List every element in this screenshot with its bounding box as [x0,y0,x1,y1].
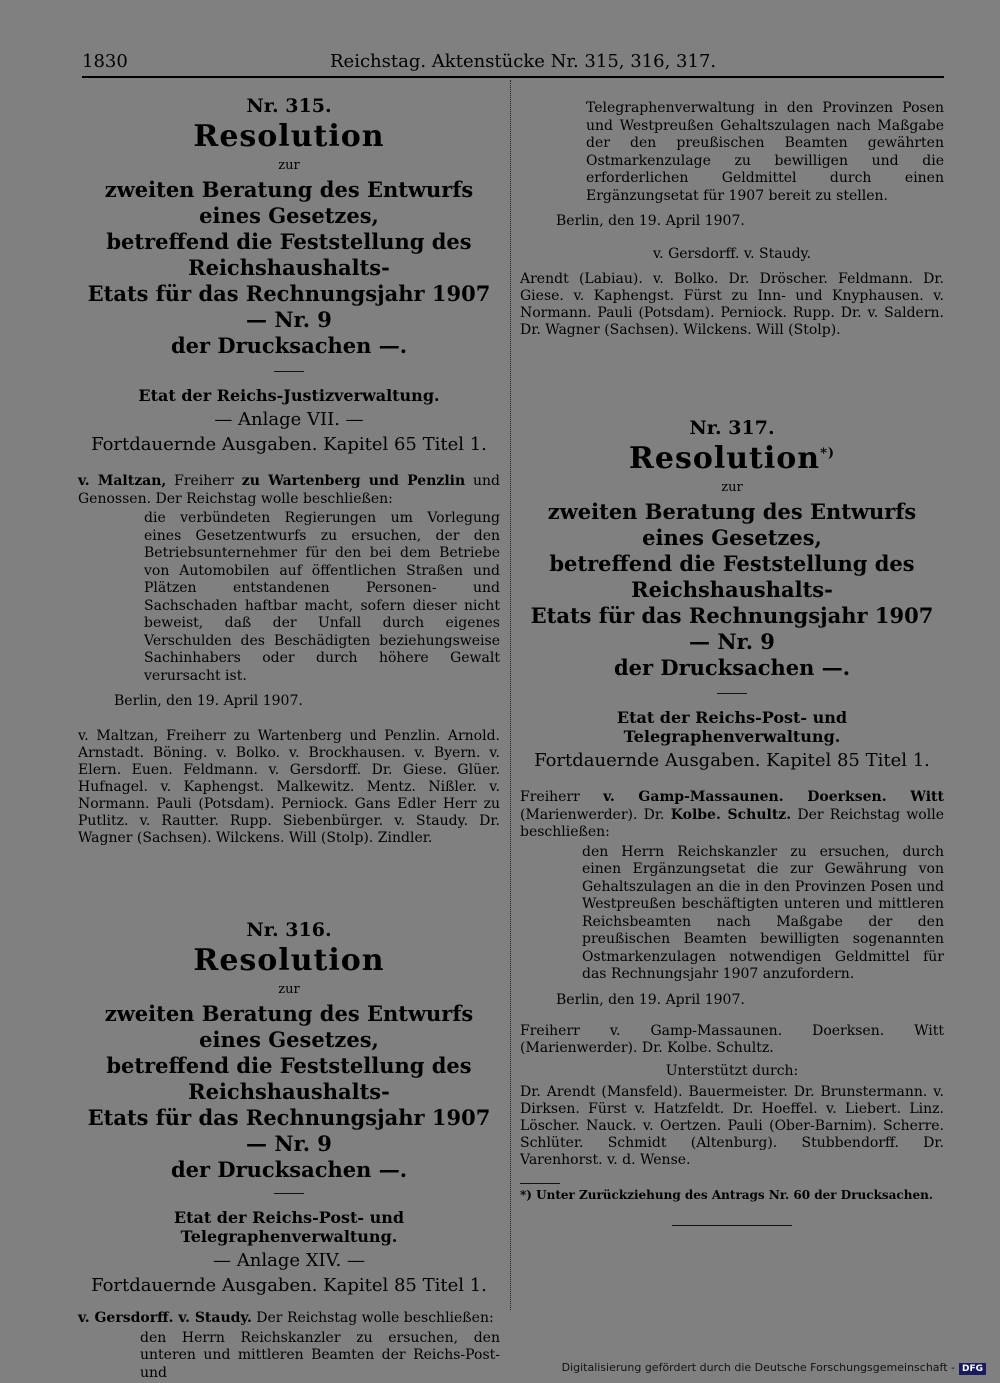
fortdauernde-label: Fortdauernde Ausgaben. Kapitel 85 Titel 1. [91,1275,487,1296]
title-line: Etats für das Rechnungsjahr 1907 — Nr. 9 [87,1105,491,1156]
mover-rest: und Genossen. Der Reichstag wolle beschließen: [78,473,500,507]
anlage-label: — Anlage XIV. — [213,1250,365,1271]
resolution-heading: Resolution [628,441,821,476]
resolution-title [78,177,500,359]
mover-rest: Der Reichstag wolle beschließen: [251,1310,494,1326]
resolution-315 [78,95,500,847]
title-line: zweiten Beratung des Entwurfs eines Gesetzes, [547,499,917,550]
resolution-title [78,1001,500,1183]
title-line: Etats für das Rechnungsjahr 1907 — Nr. 9 [87,281,491,332]
mover-line [78,1310,500,1328]
motion-text-continued: Telegraphenverwaltung in den Provinzen Posen und Westpreußen Gehaltszulagen nach Maßgabe der den preußischen Beamten gewährten Ostmarkenzulage zu bewilligen und die erforderlichen Geldmittel durch einen Ergänzungsetat für 1907 bereit zu stellen. [586,100,944,204]
resolution-heading: Resolution [193,119,385,154]
mover-name-2: Kolbe. Schultz. [670,806,792,823]
mover-line [520,789,944,842]
page-number: 1830 [82,51,128,72]
mover-line [78,473,500,508]
title-line: der Drucksachen —. [170,1157,408,1182]
resolution-316-continued [520,100,944,339]
mover-name: v. Maltzan, [78,473,167,489]
footnote-marker: *) [820,446,836,461]
fortdauernde-label: Fortdauernde Ausgaben. Kapitel 85 Titel 1. [534,750,930,771]
dfg-logo: DFG [959,1363,986,1375]
signatories: v. Maltzan, Freiherr zu Wartenberg und Penzlin. Arnold. Arnstadt. Böning. v. Bolko. v. Brockhausen. v. Byern. v. Elern. Euen. Feldmann. v. Gersdorff. Dr. Giese. Glüer. Hufnagel. v. Kaphengst. Malkewitz. Mentz. Nißler. v. Normann. Pauli (Potsdam). Perniock. Gans Edler Herr zu Putlitz. v. Rautter. Rupp. Siebenbürger. v. Staudy. Dr. Wagner (Sachsen). Wilckens. Will (Stolp). Zindler. [78,728,500,846]
etat-heading: Etat der Reichs-Justizverwaltung. [138,386,440,405]
short-rule [274,1193,304,1194]
supporters: Dr. Arendt (Mansfeld). Bauermeister. Dr. Brunstermann. v. Dirksen. Fürst v. Hatzfeldt. Dr. Hoeffel. v. Liebert. Linz. Löscher. Nauck. v. Oertzen. Pauli (Ober-Barnim). Scherre. Schlüter. Schmidt (Altenburg). Stubbendorff. Dr. Varenhorst. v. d. Wense. [520,1083,944,1168]
right-column [520,100,944,1226]
resolution-zur: zur [721,480,743,495]
fortdauernde-label: Fortdauernde Ausgaben. Kapitel 65 Titel 1. [91,434,487,455]
resolution-heading: Resolution [193,943,385,978]
header-rule [82,76,944,78]
resolution-317 [520,417,944,1226]
footnote-rule [520,1183,560,1184]
running-title: Reichstag. Aktenstücke Nr. 315, 316, 317. [330,51,717,72]
mover-name: v. Gersdorff. v. Staudy. [78,1310,252,1326]
short-rule [274,371,304,372]
footnote: *) Unter Zurückziehung des Antrags Nr. 60 der Drucksachen. [520,1187,933,1202]
date-line: Berlin, den 19. April 1907. [556,213,745,229]
footer [562,1361,986,1375]
signatories: Arendt (Labiau). v. Bolko. Dr. Dröscher. Feldmann. Dr. Giese. v. Kaphengst. Fürst zu Inn- und Knyphausen. v. Normann. Pauli (Potsdam). Perniock. Rupp. Dr. v. Saldern. Dr. Wagner (Sachsen). Wilckens. Will (Stolp). [520,271,944,338]
resolution-zur: zur [278,158,300,173]
footer-text: Digitalisierung gefördert durch die Deutsche Forschungsgemeinschaft - [561,1361,955,1374]
anlage-label: — Anlage VII. — [214,409,364,430]
movers-signature: Freiherr v. Gamp-Massaunen. Doerksen. Witt (Marienwerder). Dr. Kolbe. Schultz. [520,1022,944,1056]
mover-title: Freiherr [166,473,242,489]
mover-name: v. Gamp-Massaunen. Doerksen. Witt [603,789,944,805]
resolution-number: Nr. 315. [246,95,332,117]
title-line: zweiten Beratung des Entwurfs eines Gesetzes, [104,177,474,228]
title-line: betreffend die Feststellung des Reichshaushalts- [549,551,915,602]
etat-heading: Etat der Reichs-Post- und Telegraphenverwaltung. [173,1208,405,1246]
supported-by-label: Unterstützt durch: [665,1062,799,1079]
title-line: Etats für das Rechnungsjahr 1907 — Nr. 9 [530,603,934,654]
resolution-number: Nr. 317. [689,417,775,439]
left-column [78,95,500,1382]
title-line: betreffend die Feststellung des Reichshaushalts- [106,229,472,280]
mover-mid: (Marienwerder). Dr. [520,806,671,823]
mover-prefix: Freiherr [520,789,604,805]
column-divider [510,80,511,1310]
resolution-zur: zur [278,982,300,997]
resolution-title [520,499,944,681]
title-line: zweiten Beratung des Entwurfs eines Gesetzes, [104,1001,474,1052]
title-line: der Drucksachen —. [613,655,851,680]
resolution-number: Nr. 316. [246,919,332,941]
title-line: betreffend die Feststellung des Reichshaushalts- [106,1053,472,1104]
motion-text: den Herrn Reichskanzler zu ersuchen, durch einen Ergänzungsetat die zur Gewährung von Gehaltszulagen an die in den Provinzen Posen und Westpreußen beschäftigten unteren und mittleren Reichsbeamten nach Maßgabe der den preußischen Beamten bewilligten sogenannten Ostmarkenzulagen notwendigen Geldmittel für das Rechnungsjahr 1907 anzufordern. [582,843,944,982]
resolution-heading-wrap [520,441,944,476]
resolution-316 [78,919,500,1382]
date-line: Berlin, den 19. April 1907. [114,693,303,709]
short-rule [717,693,747,694]
movers-signature: v. Gersdorff. v. Staudy. [652,246,812,262]
title-line: der Drucksachen —. [170,333,408,358]
etat-heading: Etat der Reichs-Post- und Telegraphenverwaltung. [616,708,848,746]
motion-text: den Herrn Reichskanzler zu ersuchen, den unteren und mittleren Beamten der Reichs-Post- und [140,1329,500,1381]
mover-name-2: zu Wartenberg und Penzlin [241,473,466,489]
end-rule [672,1225,792,1226]
date-line: Berlin, den 19. April 1907. [556,991,745,1008]
motion-text: die verbündeten Regierungen um Vorlegung eines Gesetzentwurfs zu ersuchen, der den Betriebsunternehmer für den bei dem Betriebe von Automobilen auf öffentlichen Straßen und Plätzen entstandenen Personen- und Sachschaden haftbar macht, sofern dieser nicht beweist, daß der Unfall durch eigenes Verschulden des Beschädigten beziehungsweise Sachinhabers oder durch höhere Gewalt verursacht ist. [144,510,500,684]
mover-rest: Der Reichstag wolle beschließen: [520,806,944,840]
